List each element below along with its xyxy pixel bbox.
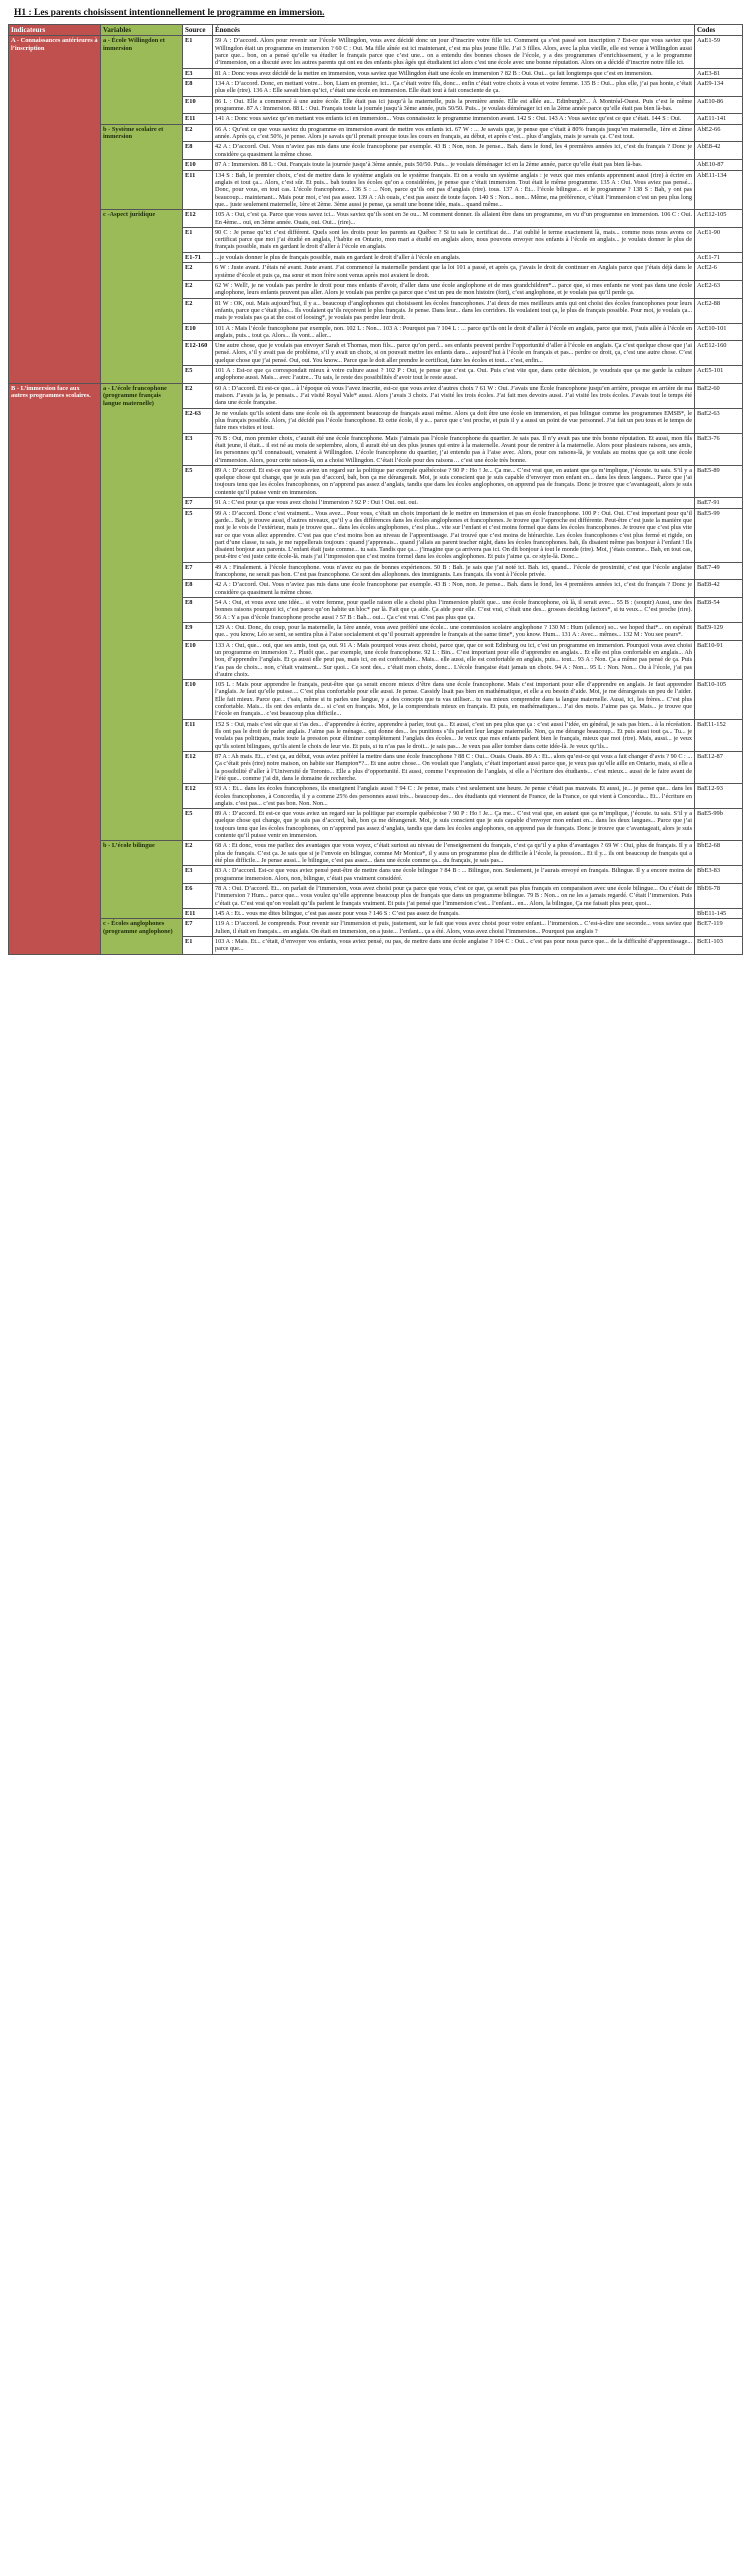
source-cell: E10	[183, 323, 213, 341]
statement-cell: 134 S : Bah, le premier choix, c’est de mettre dans le système anglais ou le système français. Et on a voulu un système anglais : je veux que mes enfants apprennent aussi (rire) à écrire en anglais et tout ça... Alors, c’est sûr. Et puis... bah toutes les écoles qu’on a considérées, je pense que c’était immersion. Tout était le même programme. 135 A : Oui. Vous aviez pas pensé... Donc, pour vous, en tout cas. L’école francophone... 136 S : ... Non, parce qu’ils ont pas d’anglais (rire). tous. 137 A : Et... l’école bilingue... et le programme ? 138 S : Bah, y ont pas beaucoup... maintenant... Mais pour moi, c’est pas assez. 139 A : Ah ouais, c’est pas assez de toute façon. 140 S : Non... non... Même, ma préférence, c’était l’immersion c’est un peu plus long que... juste seulement maternelle, 1ère et 2ème. 3ème aussi je pense, ça serait une bonne idée, mais... quand même...	[213, 170, 695, 210]
statement-cell: 54 A : Oui, et vous avez une idée... si votre femme, pour quelle raison elle a choisi plus l’immersion plutôt que... une école francophone, où là, il serait avec... 55 B : (soupir) Aussi, une des bonnes raisons pourquoi ici, c’est parce qu’on habite un bloc* par là. Fait que ça aide. Ça aide pour elle. C’est vrai, c’était une des... grosses deciding factors*, si tu veux... C’est proche (rire). 56 A : Y a pas d’école francophone proche aussi ? 57 B : Bah... oui... Ça c’est vrai. C’est pas plus que ça.	[213, 598, 695, 623]
source-cell: E6	[183, 883, 213, 908]
source-cell: E2	[183, 383, 213, 408]
table-row	[9, 383, 743, 408]
header-source: Source	[183, 25, 213, 36]
statement-cell: 99 A : D’accord. Donc c’est vraiment... Vous avez... Pour vous, c’était un choix important de le mettre en immersion et pas en école francophone. 100 P : Oui. Oui. C’est important pour qu’il garde... Bah, je trouve aussi, d’autres niveaux, qu’il y a des différences dans les écoles anglophones et francophones. Je trouve que l’approche est différente. Peut-être c’est juste la manière que moi je le vois de l’extérieur, mais je trouve que... dans les écoles anglophones, c’est plus... vite sur l’enfant et c’est moins formel que dans les écoles francophones. Je trouve que c’est plus vite sur ce que vous allez apprendre. C’est pas que c’est moins bon au niveau de l’apprentissage. J’ai trouvé que c’est moins de hiérarchie. Les écoles francophones c’est plus fermé et rigide, on part d’une classe, tu sais, je me rappellerais toujours : quand j’apprenais... quand j’allais au parent teacher night, dans les écoles francophones. bah, ils disaient même pas bonjour à l’enfant ! Ils disaient bonjour aux parents. L’enfant était juste comme... tu sais. Tandis que ça... j’imagine que ça arrivera pas ici. On dit bonjour à tout le monde (rire). Moi, j’étais comme... Bah, en tout cas, peut-être c’est juste cette école-là. mais j’ai l’impression que c’est moins formel dans les écoles anglophones. Et puis j’aime ça. ce style-là. Donc...	[213, 508, 695, 562]
source-cell: E1	[183, 937, 213, 955]
table-row	[9, 124, 743, 142]
source-cell: E7	[183, 562, 213, 580]
source-cell: E11	[183, 908, 213, 919]
source-cell: E8	[183, 79, 213, 97]
source-cell: E12	[183, 210, 213, 228]
statement-cell: 105 L : Mais pour apprendre le français, peut-être que ça serait encore mieux d’être dans une école francophone. Mais c’est important pour elle d’apprendre en anglais. Je faut apprendre l’anglais. Je faut qu’elle puisse.... C’est plus confortable pour elle aussi. Je pense. Cassidy lisait pas bien en mathématique, et elle a eu besoin d’aide. Moi, je me dérangerais un peu de l’aider. Elle fait mieux. Parce que... t’sais, même si tu parles une langue, y a des concepts que tu vas utiliser... tu vas mieux comprendre dans ta langue maternelle. Aussi, ici, les frères... C’est plus confortable. Mais... ils ont des enfants de... si c’est en français. Moi, je la comprendrais mieux en français. Et puis, en mathématiques... J’ai des mots. J’aime pas ça. Mais... je trouve que l’école en français... c’est beaucoup plus difficile...	[213, 680, 695, 720]
code-cell: AcE2-88	[695, 298, 743, 323]
code-cell: AbE8-42	[695, 142, 743, 160]
source-cell: E3	[183, 866, 213, 884]
code-cell: AcE10-101	[695, 323, 743, 341]
statement-cell: 89 A : D’accord. Et est-ce que vous aviez un regard sur la politique par exemple québécoise ? 90 P : Ho ! Je... Ça me... C’est vrai que, en autant que ça m’implique, j’écoute. tu sais. S’il y a quelque chose qui change, que je suis pas d’accord, bah, bon ça me dérangerait. Moi, je suis conscient que je suis capable d’envoyer mon enfant en... dans les deux langues... Parce que j’ai toujours tenu que les écoles francophones, on n’apprend pas assez d’anglais, tandis que dans les écoles anglophones, on apprend pas de français. Donc je trouve que c’avantageait, alors je suis contente qu’il puisse venir en immersion.	[213, 465, 695, 497]
code-cell: BaE8-42	[695, 580, 743, 598]
code-cell: AaE9-134	[695, 79, 743, 97]
code-cell: AaE1-59	[695, 36, 743, 68]
code-cell: BaE5-99b	[695, 809, 743, 841]
statement-cell: 93 A : Et... dans les écoles francophones, ils enseignent l’anglais aussi ? 94 C : Je pense, mais c’est seulement une heure. Je pense c’était pas mauvais. Et aussi, je... je pense que... dans les écoles francophones, à Concordia, il y a comme 25% des personnes aussi très... beaucoup des... des étudiants qui viennent de France, de la France, ce qui vient à Concordia... Et... l’écriture en anglais. c’est pas... c’est pas bon. Non. Non...	[213, 784, 695, 809]
code-cell: BaE8-54	[695, 598, 743, 623]
statement-cell: 133 A : Oui, que... oui, que ses amis, tout ça, oui. 91 A : Mais pourquoi vous avez choisi, parce que, que ce soit Edinburg ou ici, c’est un programme en immersion. Pourquoi vous avez choisi un programme en immersion ?... Plutôt que... par exemple, une école francophone. 92 L : Bin... C’est important pour elle d’apprendre en anglais... Et elle est plus confortable en anglais... Ah bon, d’apprendre l’anglais. Et ça aussi elle peut pas, mais ici, on est confortable... Mais... elle aussi, elle est confortable en anglais, puis... tout... 93 A : Non. Ça a même pas pensé de ça. Puis t’as pas de choix... non, c’était vraiment... Sur quoi... Ce sont des... c’était mon choix, donc... L’école française était jamais un choix. 94 A : Non... 95 L : Non. Non... Ou à l’école, j’ai pas d’autre choix.	[213, 640, 695, 680]
source-cell: E10	[183, 160, 213, 171]
code-cell: AcE1-71	[695, 252, 743, 263]
table-body	[9, 36, 743, 954]
source-cell: E1	[183, 227, 213, 252]
statement-cell: 68 A : Et donc, vous me parliez des avantages que vous voyez, c’était surtout au niveau de l’enseignement du français, c’est ça qu’il y a plus d’avantages ? 69 W : Oui, plus de français. Il y a plus de français. C’est ça. Je sais que si je l’envoie en bilingue, comme Mr Monica*, il y aura un programme plus de difficile à l’école, la pression... Et il y... ils ont beaucoup de français qui a été plus difficile... Je pense aussi... le bilingue, c’est pas assez... dans une école comme ça... du français, je sais pas...	[213, 841, 695, 866]
code-cell: BaE7-49	[695, 562, 743, 580]
statement-cell: 101 A : Est-ce que ça correspondait mieux à votre culture aussi ? 102 P : Oui, je pense que c’est ça. Oui. Puis c’est vite que, dans cette décision, je voudrais que ça me garde la culture anglophone aussi. Mais... avec l’autre... Tu sais, le reste des possibilités d’avoir tout le reste aussi.	[213, 366, 695, 384]
source-cell: E7	[183, 498, 213, 509]
source-cell: E8	[183, 580, 213, 598]
code-cell: AcE2-63	[695, 280, 743, 298]
source-cell: E5	[183, 809, 213, 841]
statement-cell: 49 A : Finalement. à l’école francophone. vous n’avez eu pas de bonnes expériences. 50 B : Bah. je sais que j’ai noté ici. Bah. ici, quand... l’école de proximité, c’est que l’école anglaise francophone, ne serait pas bon. C’est pas francophone. Ce sont des allophones. des immigrants. Les français. ils vont à l’école privée.	[213, 562, 695, 580]
page-title: H1 : Les parents choisissent intentionnellement le programme en immersion.	[14, 8, 325, 18]
statement-cell: 83 A : D’accord. Est-ce que vous aviez pensé peut-être de mettre dans une école bilingue ? 84 B : ... Bilingue, non. Seulement, je l’aurais envoyé en français. Bilingue. Il y a encore moins de programme immersion. Alors, non, bilingue, c’était pas vraiment considéré.	[213, 866, 695, 884]
source-cell: E11	[183, 170, 213, 210]
table-row	[9, 841, 743, 866]
statement-cell: 141 A : Donc vous saviez qu’en mettant vos enfants ici en immersion... Vous connaissiez le programme immersion avant. 142 S : Oui. 143 A : Vous saviez qu’est ce que c’était. 144 S : Oui.	[213, 114, 695, 125]
code-cell: AbE10-87	[695, 160, 743, 171]
code-cell: AcE1-90	[695, 227, 743, 252]
code-cell: BaE10-105	[695, 680, 743, 720]
code-cell: BbE11-145	[695, 908, 743, 919]
code-cell: BbE2-68	[695, 841, 743, 866]
statement-cell: ...je voulais donner le plus de français possible, mais en gardant le droit d’aller à l’école en anglais.	[213, 252, 695, 263]
table-header-row	[9, 25, 743, 36]
source-cell: E11	[183, 719, 213, 751]
code-cell: BaE9-129	[695, 622, 743, 640]
source-cell: E1	[183, 36, 213, 68]
indicator-cell: B - L’immersion face aux autres programmes scolaires.	[9, 383, 101, 954]
statement-cell: 101 A : Mais l’école francophone par exemple, non. 102 L : Non... 103 A : Pourquoi pas ? 104 L : ... parce qu’ils ont le droit d’aller à l’école en anglais, parce que moi, j’suis allée à l’école en anglais, puis... tout ça. Alors... ils vont... aller...	[213, 323, 695, 341]
statement-cell: 60 A : D’accord. Et est-ce que... à l’époque où vous l’avez inscrite, est-ce que vous aviez d’autres choix ? 61 W : Oui. J’avais une École francophone jusqu’en arrière, presque en arrière de ma maison. J’avais ja la, je pensais... J’ai visité Royal Vale* aussi. Alors j’avais 3 choix. J’ai visité les trois écoles. J’ai fait mes devoirs aussi. J’ai visité les trois écoles. J’avais tout le temps été dans une école française.	[213, 383, 695, 408]
code-cell: AaE10-86	[695, 96, 743, 114]
statement-cell: Une autre chose, que je voulais pas envoyer Sarah et Thomas, mon fils... parce qu’on perd... ses enfants peuvent perdre l’opportunité d’aller à l’école en anglais. Ça c’est quelque chose que j’ai pensé. Alors, s’il y avait pas de problème, s’il y avait un choix, si on pouvait mettre les enfants dans... aujourd’hui à l’école en français et pas... perdre ce droit, ça, c’est une autre chose. C’est quelque chose que j’ai pensé. Oui, oui. You know... Parce que le doit aller prendre le certificat, faire les écoles et tout... c’est, enfin...	[213, 341, 695, 366]
source-cell: E8	[183, 598, 213, 623]
statement-cell: 152 S : Oui, mais c’est sûr que si t’as des... d’apprendre à écrire, apprendre à parler, tout ça... Et aussi, c’est un peu plus que ça : c’est aussi l’idée, en général, je sais pas bien... à la récréation. Ils ont pas le droit de parler anglais. J’aime pas le ménage... qui donne des... les punitions s’ils parlent leur langue maternelle. Non, ça me dérange beaucoup... Et puis aussi tout ça... Tu... je voulais pas politiques, mais toute la pression pour éliminer complètement l’anglais des écoles... Je veux que mes enfants parlent bien le français, mieux que moi (rire). Mais, aussi... je veux qu’ils soient bilingues, qu’ils aient le choix de leur vie. Et puis, si tu n’as pas le droit... je sais pas... Je veux pas aller tomber dans cette idée-là. Je veux qu’ils...	[213, 719, 695, 751]
header-codes: Codes	[695, 25, 743, 36]
code-cell: AbE11-134	[695, 170, 743, 210]
source-cell: E5	[183, 508, 213, 562]
code-cell: BaE12-93	[695, 784, 743, 809]
source-cell: E3	[183, 433, 213, 465]
source-cell: E11	[183, 114, 213, 125]
statement-cell: 6 W : Juste avant. J’étais né avant. Juste avant. J’ai commencé la maternelle pendant que la loi 101 a passé, et après ça, j’avais le droit de continuer en Anglais parce que j’étais déjà dans le système d’école et puis ça, ma sœur et mon frère sont venus après moi avaient le droit.	[213, 263, 695, 281]
code-cell: BcE7-119	[695, 919, 743, 937]
source-cell: E2-63	[183, 408, 213, 433]
table-row	[9, 210, 743, 228]
statement-cell: 103 A : Mais. Et... c’était, d’envoyer vos enfants, vous aviez pensé, ou pas, de mettre dans une école anglaise ? 104 C : Oui... c’est pas pour nous parce que... de la difficulté d’apprentissage... parce que...	[213, 937, 695, 955]
variable-cell: c - Écoles anglophones (programme anglophone)	[101, 919, 183, 954]
statement-cell: 62 W : Well!, je ne voulais pas perdre le droit pour mes enfants d’avoir, d’aller dans une école anglophone et de mes grandchildren*... parce que, si mes enfants ne vont pas dans une école anglophone, leurs enfants peuvent pas aller. Alors je voulais pas perdre ça parce que c’est un peu de mon histoire (fort), c’est anglophone, et je voulais pas qu’il perde ça.	[213, 280, 695, 298]
header-variables: Variables	[101, 25, 183, 36]
statement-cell: 87 A : Ah mais. Et... c’est ça, au début, vous aviez préféré la mettre dans une école francophone ? 88 C : Oui... Ouais. Ouais. 89 A : Et... alors qu’est-ce qui vous a fait changer d’avis ? 90 C : ... Ça c’était prés (rire) notre maison, on habite sur Hampton*?... Et une autre chose... On voulait que l’anglais, c’était important aussi parce que, je veux pas qu’elle aille en Ontario, mais, si elle a la possibilité d’aller à l’Université de Toronto... Elle a plus d’opportunité. Et aussi, comme l’expression de l’anglais, si elle a l’écriture des étudiants... c’est mieux... aussi de le faire avant de l’été que... comme j’ai dit, dans le domaine de recherche.	[213, 751, 695, 783]
statement-cell: 66 A : Qu’est ce que vous saviez du programme en immersion avant de mettre vos enfants ici. 67 W : ... Je savais que, je pense que c’était à 80% français jusqu’en maternelle, 1ère et 2ème année. Après ça, c’est 50%, je pense. Alors je savais qu’il prenait presque tous les cours en français, au début, et après c’est... plus d’anglais, mais je savais ça. C’est tout.	[213, 124, 695, 142]
code-cell: AcE5-101	[695, 366, 743, 384]
statement-cell: 119 A : D’accord. Je comprends. Pour revenir sur l’immersion et puis, justement, sur le fait que vous avez choisi pour votre enfant... l’immersion... C’est-à-dire une seconde... vous saviez que Julien, il était en français... en anglais. On était en immersion, on a juste... l’enfant... ça a été. Alors, vous avez choisi l’immersion... Pourquoi pas anglais ?	[213, 919, 695, 937]
source-cell: E12	[183, 784, 213, 809]
statement-cell: 134 A : D’accord. Donc, en mettant votre... bon, Liam en premier, ici... Ça c’était votre fils, donc... enfin c’était votre choix à vous et votre femme. 135 B : Oui... plus elle, j’ai pas honte, c’était plus elle (rire). 136 A : Elle savait bien qu’ici, c’était une école en immersion. Elle était tout à fait consciente de ça.	[213, 79, 695, 97]
source-cell: E2	[183, 298, 213, 323]
code-cell: AcE2-6	[695, 263, 743, 281]
source-cell: E12-160	[183, 341, 213, 366]
source-cell: E10	[183, 640, 213, 680]
code-cell: AaE3-81	[695, 68, 743, 79]
statement-cell: 129 A : Oui. Donc, du coup, pour la maternelle, la 1ère année, vous avez préféré une école... une commission scolaire anglophone ? 130 M : Hum (silence) so... we hoped that*... on espérait que... you know, Léo se sent, se sentira plus à l’aise socialement et qu’il pourrait apprendre le français at the same time*, you know. Hum... 131 A : Avec... mêmes... 132 M : You see pears*.	[213, 622, 695, 640]
source-cell: E7	[183, 919, 213, 937]
statement-cell: 81 A : Donc vous avez décidé de la mettre en immersion, vous saviez que Willingdon était une école en immersion ? 82 B : Oui. Oui... ça fait longtemps que c’est en immersion.	[213, 68, 695, 79]
statement-cell: 145 A : Et... vous me dites bilingue, c’est pas assez pour vous ? 146 S : C’est pas assez de français.	[213, 908, 695, 919]
source-cell: E5	[183, 465, 213, 497]
statement-cell: 42 A : D’accord. Oui. Vous n’aviez pas mis dans une école francophone par exemple. 43 B : Non, non. Je pense... Bah. dans le fond, les 4 premières années ici, c’est du français ? Donc je considère ça quasiment la même chose.	[213, 142, 695, 160]
code-cell: AcE12-160	[695, 341, 743, 366]
code-cell: BaE7-91	[695, 498, 743, 509]
code-cell: BaE2-60	[695, 383, 743, 408]
code-cell: BbE3-83	[695, 866, 743, 884]
variable-cell: a - L’école francophone (programme français langue maternelle)	[101, 383, 183, 841]
statement-cell: 87 A : Immersion. 88 L : Oui. Français toute la journée jusqu’à 3ème année, puis 50/50. Puis... je voulais déménager ici en la 2ème année, parce qu’elle était pas bien là-bas.	[213, 160, 695, 171]
statement-cell: 78 A : Oui. D’accord. Et... on parlait de l’immersion, vous avez choisi pour ça parce que vous, c’est ce que, ça serait pas plus français en comparaison avec une école bilingue... Ou c’était de l’immersion ? Hum... parce que... vous voulez qu’elle apprenne beaucoup plus de français que dans un programme bilingue. 79 B : Non... on ne les a jamais regardé. C’était l’immersion. Puis c’était ça. C’est vrai qu’on voulait qu’ils parlent le français vraiment. Et puis j’ai pensé que l’immersion c’est... l’enfant... en... Alors, la bilingue, Ça me faisait plus peur, quoi...	[213, 883, 695, 908]
statement-cell: 81 W : OK, oui. Mais aujourd’hui, il y a... beaucoup d’anglophones qui choisissent les écoles francophones. J’ai deux de mes meilleurs amis qui ont choisi des écoles francophones pour leurs enfants, parce que c’était plus... Ils voulaient qu’ils reçoivent le plus français. Je pense. Dans leur... dans les corridors. Ils voulaient tout ça, le plus de français possible. Pour moi, je voulais ça... mais je voulais pas ça at the cost of loosing*, je voulais pas perdre leur droit.	[213, 298, 695, 323]
code-cell: BbE6-78	[695, 883, 743, 908]
variable-cell: a - École Willingdon et immersion	[101, 36, 183, 125]
code-cell: BaE5-89	[695, 465, 743, 497]
statement-cell: Je ne voulais qu’ils soient dans une école où ils apprennent beaucoup de français aussi même. Alors ça doit être une école en immersion, et pas bilingue comme les programmes EMSB*, le plus français possible. Alors, j’ai décidé pas l’école francophone. Et cette école, il y a... parce que c’est proche, et puis il y a aussi un point de vue personnel. J’ai fait un peu tous et le temps de faire mes visites et tout.	[213, 408, 695, 433]
statement-cell: 76 B : Oui, mon premier choix, c’aurait été une école francophone. Mais j’aimais pas l’école francophone du quartier. Je sais pas. Il n’y avait pas une très bonne réputation. Et aussi, mon fils était jeune, il était... il est né au mois de septembre, alors, il aurait été un des plus jeunes qui entre à la maternelle. Avant pour de rentrer à la maternelle. Alors pour plusieurs raisons, ses amis, les personnes qu’il connaissait, venaient à Willingdon. L’école francophone du quartier, j’ai entendu pas à l’aise avec. Alors, pour ces raisons-là, je voulais au moins que ça soit une école d’immersion. Alors, pour cette raison-là, on a choisi Willingdon. C’était l’école pour des raisons… c’est une école très bonne.	[213, 433, 695, 465]
coding-table	[8, 24, 743, 955]
indicator-cell: A - Connaissances antérieures à l’inscription	[9, 36, 101, 383]
source-cell: E10	[183, 680, 213, 720]
source-cell: E1-71	[183, 252, 213, 263]
source-cell: E3	[183, 68, 213, 79]
code-cell: AbE2-66	[695, 124, 743, 142]
code-cell: BaE12-87	[695, 751, 743, 783]
code-cell: BaE5-99	[695, 508, 743, 562]
source-cell: E5	[183, 366, 213, 384]
statement-cell: 89 A : D’accord. Et est-ce que vous aviez un regard sur la politique par exemple québécoise ? 90 P : Ho ! Je... Ça me... C’est vrai que, en autant que ça m’implique, j’écoute. tu sais. S’il y a quelque chose qui change, que je suis pas d’accord, bah, bon ça me dérangerait. Moi, je suis conscient que je suis capable d’envoyer mon enfant en... dans les deux langues... Parce que j’ai toujours tenu que les écoles francophones, on n’apprend pas assez d’anglais, tandis que dans les écoles anglophones, on apprend pas de français. Donc je trouve que c’avantageait, alors je suis contente qu’il puisse venir en immersion.	[213, 809, 695, 841]
statement-cell: 90 C : Je pense qu’ici c’est différent. Quels sont les droits pour les parents au Québec ? Si tu sais le certificat de... J’ai oublié le terme exactement là, mais... comme nous nous avons ce certificat parce que moi j’ai étudié en anglais, l’habite en Ontario, mon mari a étudié en anglais alors, nous pouvons envoyer nos enfants à l’école en anglais... je voulais donner le plus de français possible, mais en gardant le droit d’aller à l’école en anglais.	[213, 227, 695, 252]
source-cell: E2	[183, 263, 213, 281]
code-cell: AaE11-141	[695, 114, 743, 125]
statement-cell: 59 A : D’accord. Alors pour revenir sur l’école Willingdon, vous avez décidé donc un jour d’inscrire votre fille ici. Comment ça s’est passé son inscription ? Est-ce que vous saviez que Willingdon était un programme en immersion ? 60 C : Oui. Ma fille aînée est ici maintenant, c’est ma plus jeune fille. J’ai 3 filles. Alors, avec la plus vieille, elle est venue à Willingdon aussi parce que... bon, on a pensé qu’elle va étudier le français parce que c’est une... on a entendu des bonnes choses de l’école, y a des programmes d’enrichissement, y a le programme d’immersion, on a discuté avec les autres parents qui ont eu des enfants plus âgés qui étudiaient ici alors c’est une école avec une bonne réputation. Alors on a décidé d’inscrire notre fille ici.	[213, 36, 695, 68]
source-cell: E2	[183, 841, 213, 866]
variable-cell: b - Système scolaire et immersion	[101, 124, 183, 209]
header-indicateurs: Indicateurs	[9, 25, 101, 36]
code-cell: BaE2-63	[695, 408, 743, 433]
code-cell: BaE3-76	[695, 433, 743, 465]
code-cell: BaE11-152	[695, 719, 743, 751]
source-cell: E2	[183, 280, 213, 298]
source-cell: E9	[183, 622, 213, 640]
variable-cell: b - L’école bilingue	[101, 841, 183, 919]
code-cell: AcE12-105	[695, 210, 743, 228]
code-cell: BcE1-103	[695, 937, 743, 955]
variable-cell: c -Aspect juridique	[101, 210, 183, 383]
source-cell: E10	[183, 96, 213, 114]
source-cell: E12	[183, 751, 213, 783]
source-cell: E2	[183, 124, 213, 142]
statement-cell: 91 A : C’est pour ça que vous avez choisi l’immersion ? 92 P : Oui ! Oui. oui. oui.	[213, 498, 695, 509]
code-cell: BaE10-91	[695, 640, 743, 680]
header-enonces: Énoncés	[213, 25, 695, 36]
source-cell: E8	[183, 142, 213, 160]
table-row	[9, 919, 743, 937]
table-row	[9, 36, 743, 68]
statement-cell: 86 L : Oui. Elle a commencé à une autre école. Elle était pas ici jusqu’à la maternelle, puis la première année. Elle est allée au... Edinburgh?... À Montréal-Ouest. Puis c’est le même programme. 87 A : Immersion. 88 L : Oui. Français toute la journée jusqu’à 3ème année, puis 50/50. Puis... je voulais déménager ici en la 2ème année parce qu’elle était pas bien là-bas.	[213, 96, 695, 114]
statement-cell: 105 A : Oui, c’est ça. Parce que vous savez ici... Vous saviez qu’ils sont en 3e ou... M comment donner. ils allaient être dans un programme, en vu d’un programme en immersion. 106 C : Oui. En 4ème... oui, en 3ème année. Ouais, oui. Oui... (rire)...	[213, 210, 695, 228]
statement-cell: 42 A : D’accord. Oui. Vous n’aviez pas mis dans une école francophone par exemple. 43 B : Non, non. Je pense... Bah. dans le fond, les 4 premières années ici, c’est du français ? Donc je considère ça quasiment la même chose.	[213, 580, 695, 598]
